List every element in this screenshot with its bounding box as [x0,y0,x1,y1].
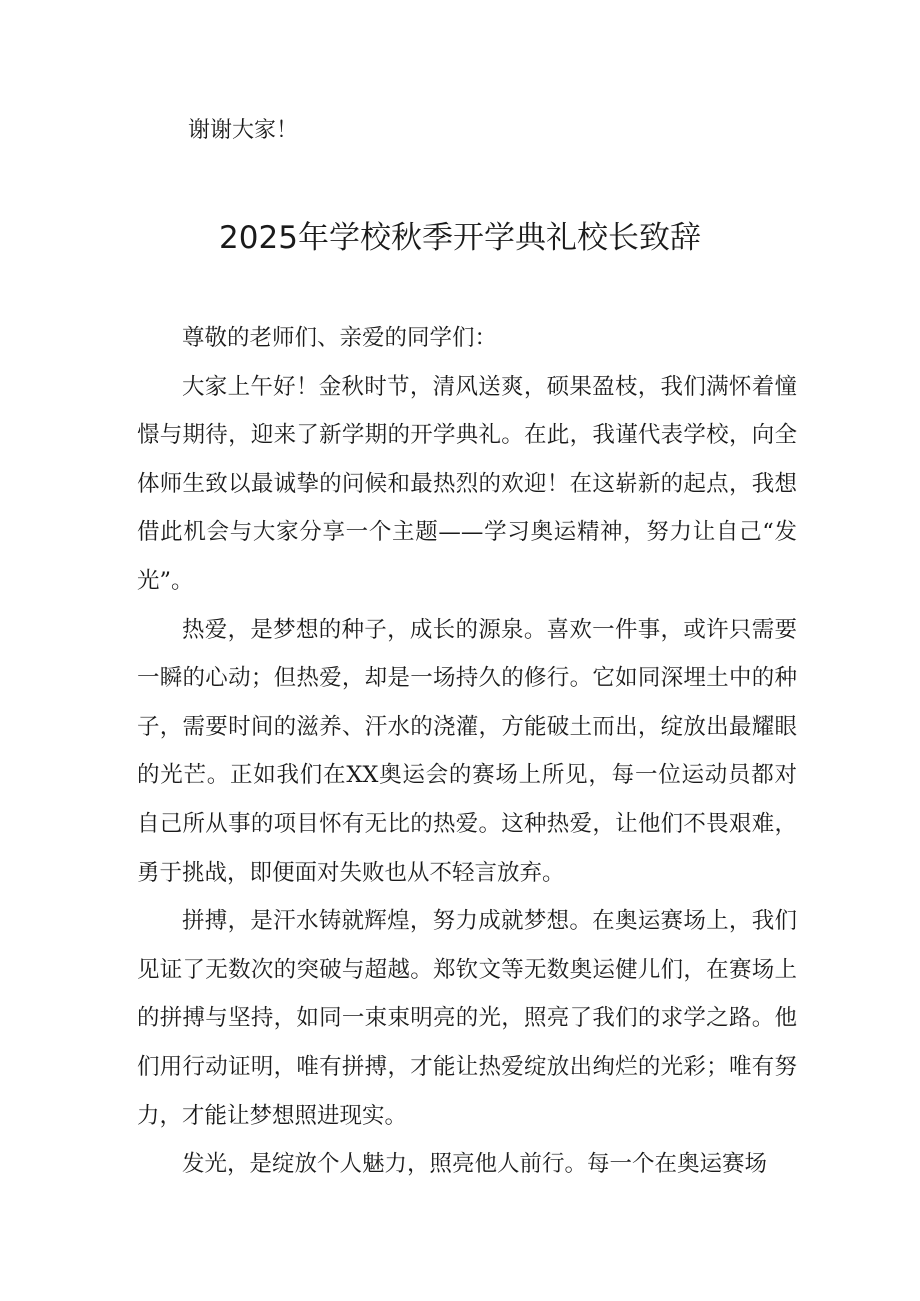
paragraph: 大家上午好！金秋时节，清风送爽，硕果盈枝，我们满怀着憧憬与期待，迎来了新学期的开学典礼。在此，我谨代表学校，向全体师生致以最诚挚的问候和最热烈的欢迎！在这崭新的起点，我想借此机会与大家分享一个主题——学习奥运精神，努力让自己“发光”。 [137,373,797,594]
salutation: 尊敬的老师们、亲爱的同学们： [182,325,498,351]
speech-body [137,314,797,1189]
closing-line: 谢谢大家！ [188,118,299,143]
paragraph: 热爱，是梦想的种子，成长的源泉。喜欢一件事，或许只需要一瞬的心动；但热爱，却是一场持久的修行。它如同深埋土中的种子，需要时间的滋养、汗水的浇灌，方能破土而出，绽放出最耀眼的光芒。正如我们在XX奥运会的赛场上所见，每一位运动员都对自己所从事的项目怀有无比的热爱。这种热爱，让他们不畏艰难，勇于挑战，即便面对失败也从不轻言放弃。 [137,616,797,886]
paragraph: 发光，是绽放个人魅力，照亮他人前行。每一个在奥运赛场 [182,1151,768,1178]
paragraph: 拼搏，是汗水铸就辉煌，努力成就梦想。在奥运赛场上，我们见证了无数次的突破与超越。郑钦文等无数奥运健儿们，在赛场上的拼搏与坚持，如同一束束明亮的光，照亮了我们的求学之路。他们用行动证明，唯有拼搏，才能让热爱绽放出绚烂的光彩；唯有努力，才能让梦想照进现实。 [137,908,797,1129]
page-title: 2025年学校秋季开学典礼校长致辞 [219,220,701,256]
